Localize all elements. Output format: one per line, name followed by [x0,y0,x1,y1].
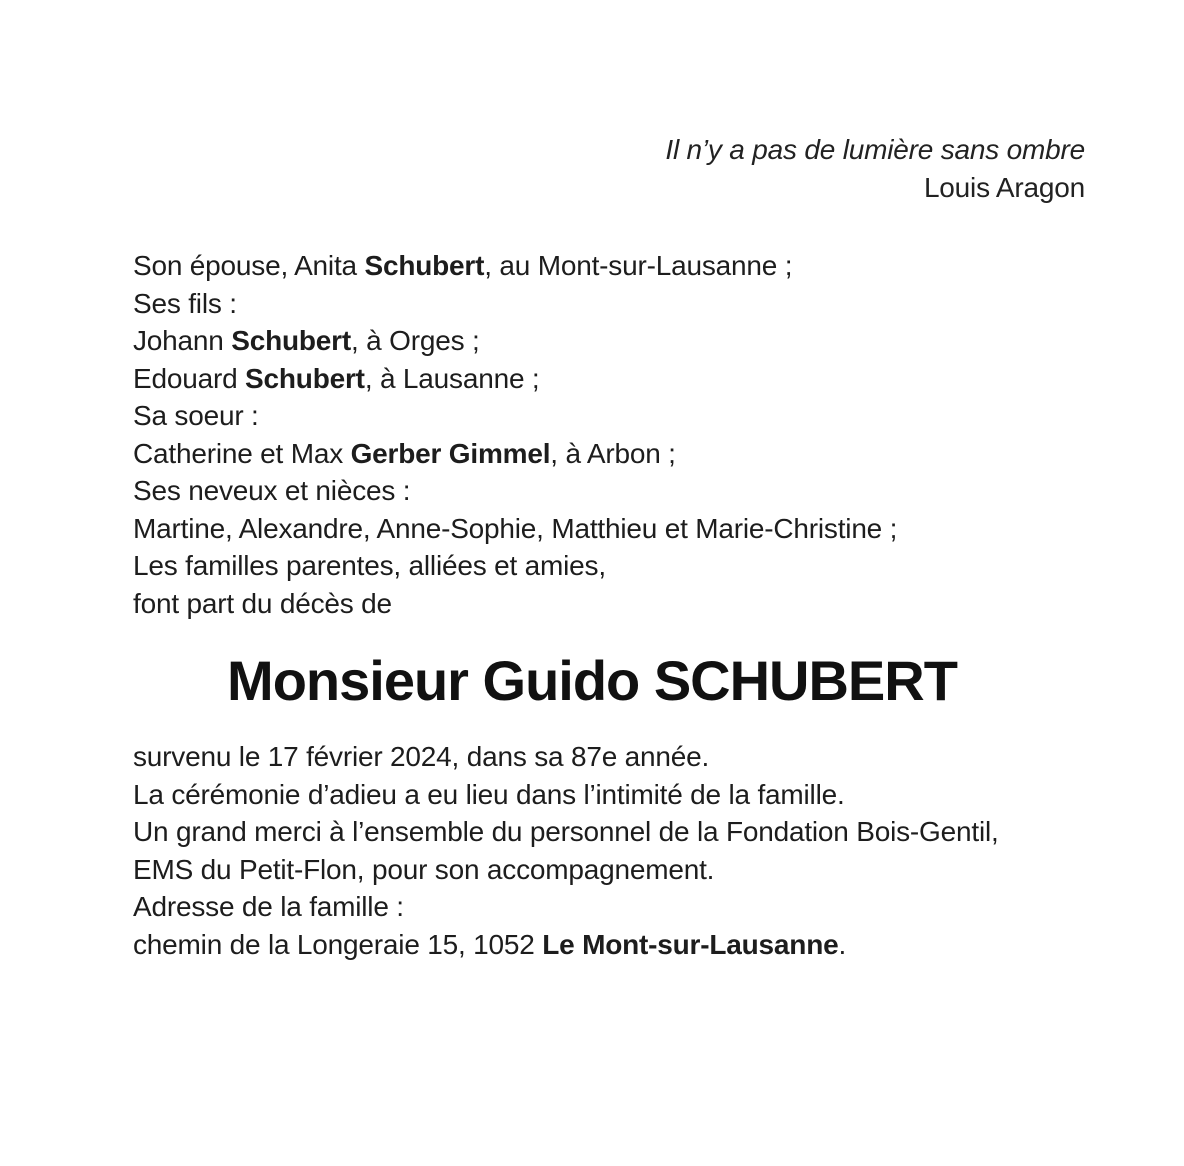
epigraph [665,131,1085,207]
family-announcement-block [133,247,1093,622]
family-line-nephews: Martine, Alexandre, Anne-Sophie, Matthieu et Marie-Christine ; [133,512,898,544]
family-line-families: Les familles parentes, alliées et amies, [133,550,606,581]
deceased-name-title: Monsieur Guido SCHUBERT [227,649,957,712]
family-line-announce: font part du décès de [133,587,392,619]
family-line-son-johann: Johann Schubert, à Orges ; [133,325,480,356]
family-line-sons-label: Ses fils : [133,287,237,319]
family-line-sister-label: Sa soeur : [133,400,259,431]
detail-line-death-date: survenu le 17 février 2024, dans sa 87e année. [133,741,710,772]
family-line-spouse: Son épouse, Anita Schubert, au Mont-sur-Lausanne ; [133,250,793,281]
detail-line-thanks-2: EMS du Petit-Flon, pour son accompagnement. [133,853,715,885]
detail-line-address: chemin de la Longeraie 15, 1052 Le Mont-sur-Lausanne. [133,928,847,960]
death-details-block [133,738,1113,963]
family-line-sister: Catherine et Max Gerber Gimmel, à Arbon ; [133,437,676,469]
epigraph-author: Louis Aragon [923,172,1085,203]
detail-line-address-label: Adresse de la famille : [133,891,404,922]
epigraph-quote: Il n’y a pas de lumière sans ombre [665,134,1085,165]
detail-line-thanks-1: Un grand merci à l’ensemble du personnel de la Fondation Bois-Gentil, [133,816,999,847]
family-line-nephews-label: Ses neveux et nièces : [133,475,411,506]
detail-line-ceremony: La cérémonie d’adieu a eu lieu dans l’intimité de la famille. [133,778,845,810]
family-line-son-edouard: Edouard Schubert, à Lausanne ; [133,362,540,394]
